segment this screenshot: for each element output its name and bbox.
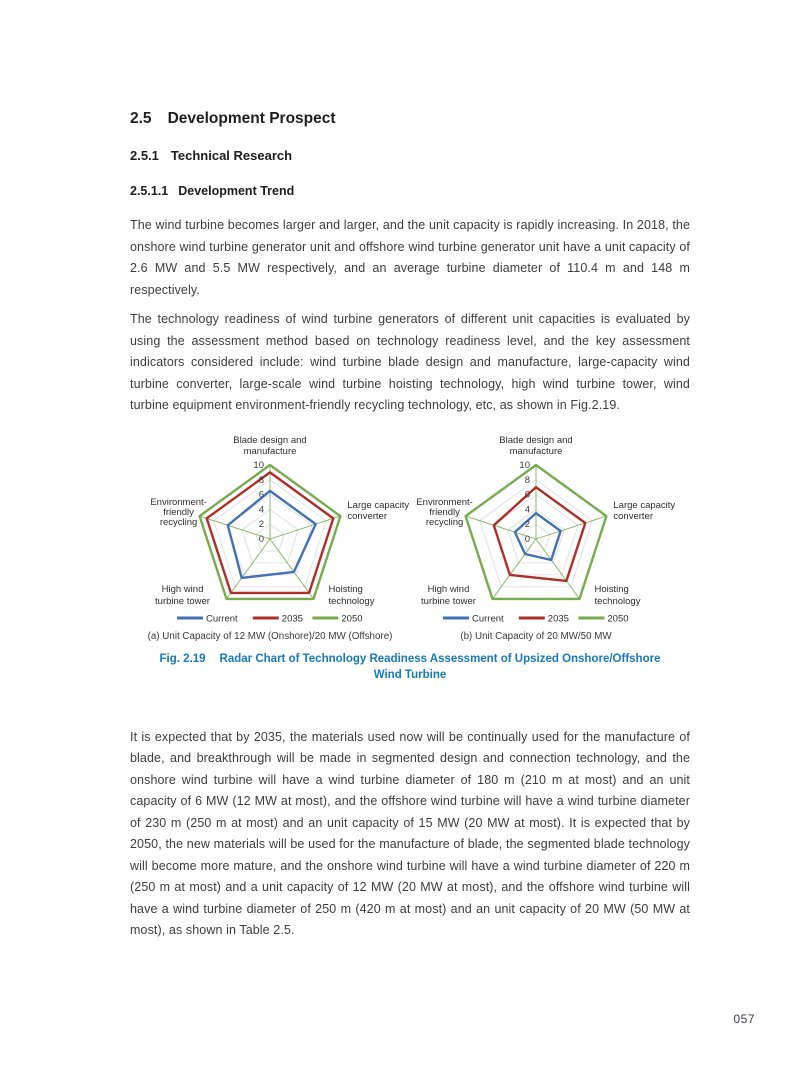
radar-chart-a [130, 427, 410, 642]
paragraph-2: The technology readiness of wind turbine generators of different unit capacities is evaluated by using the assessment method based on technology readiness level, and the key assessment indicators considered include: wind turbine blade design and manufacture, large-capacity wind turbine converter, large-scale wind turbine hoisting technology, high wind turbine tower, wind turbine equipment environment-friendly recycling technology, etc, as shown in Fig.2.19. [130, 312, 690, 412]
figure-2-19 [130, 427, 690, 683]
svg-text:Large capacity: Large capacity [613, 499, 676, 511]
subsection-title: Technical Research [170, 148, 293, 163]
svg-text:recycling: recycling [425, 516, 464, 528]
svg-text:Hoisting: Hoisting [328, 583, 363, 595]
svg-text:turbine tower: turbine tower [155, 595, 210, 607]
svg-text:recycling: recycling [159, 516, 198, 528]
svg-text:manufacture: manufacture [509, 445, 563, 457]
section-number: 2.5 [130, 110, 152, 127]
svg-text:2050: 2050 [607, 613, 629, 624]
svg-text:4: 4 [258, 503, 264, 515]
svg-text:0: 0 [258, 533, 264, 545]
subsection-number: 2.5.1 [130, 148, 159, 163]
svg-text:Hoisting: Hoisting [594, 583, 629, 595]
chart-b-caption: (b) Unit Capacity of 20 MW/50 MW [460, 630, 612, 642]
svg-text:Blade design and: Blade design and [233, 434, 307, 446]
svg-text:friendly: friendly [163, 506, 194, 518]
svg-text:6: 6 [258, 489, 264, 501]
radar-chart-a-svg [130, 427, 410, 629]
svg-text:2050: 2050 [341, 613, 363, 624]
subsubsection-number: 2.5.1.1 [130, 184, 169, 198]
subsubsection-title: Development Trend [178, 184, 295, 198]
svg-text:technology: technology [594, 595, 641, 607]
svg-text:technology: technology [328, 595, 375, 607]
charts-row [130, 427, 690, 642]
svg-text:6: 6 [524, 489, 530, 501]
svg-text:High wind: High wind [161, 583, 204, 595]
svg-text:2035: 2035 [547, 613, 569, 624]
paragraph-3: It is expected that by 2035, the materials used now will be continually used for the manufacture of blade, and breakthrough will be made in segmented design and connection technology, and the onshore wind turbine will have a wind turbine diameter of 180 m (210 m at most) and an unit capacity of 6 MW (12 MW at most), and the offshore wind turbine will have a wind turbine diameter of 230 m (250 m at most) and an unit capacity of 15 MW (20 MW at most). It is expected that by 2050, the new materials will be used for the manufacture of blade, the segmented blade technology will become more mature, and the onshore wind turbine will have a wind turbine diameter of 220 m (250 m at most) and a unit capacity of 12 MW (20 MW at most), and the offshore wind turbine will have a wind turbine diameter of 250 m (420 m at most) and an unit capacity of 20 MW (50 MW at most), as shown in Table 2.5. [130, 729, 690, 937]
svg-text:Current: Current [206, 613, 238, 624]
radar-chart-b [396, 427, 676, 642]
figure-caption [130, 651, 690, 683]
svg-text:8: 8 [258, 474, 264, 486]
svg-text:10: 10 [253, 459, 264, 471]
chart-a-caption: (a) Unit Capacity of 12 MW (Onshore)/20 MW (Offshore) [147, 630, 393, 642]
subsubsection-heading [130, 184, 690, 198]
svg-text:2: 2 [524, 518, 530, 530]
svg-text:turbine tower: turbine tower [421, 595, 476, 607]
figure-title: Radar Chart of Technology Readiness Assessment of Upsized Onshore/Offshore Wind Turbine [219, 652, 661, 681]
svg-text:4: 4 [524, 503, 530, 515]
svg-text:High wind: High wind [427, 583, 470, 595]
svg-text:8: 8 [524, 474, 530, 486]
svg-text:2035: 2035 [281, 613, 303, 624]
svg-text:0: 0 [524, 533, 530, 545]
svg-text:converter: converter [613, 510, 654, 522]
svg-text:Environment-: Environment- [150, 496, 207, 508]
svg-text:Blade design and: Blade design and [499, 434, 573, 446]
svg-text:converter: converter [347, 510, 388, 522]
page-number: 057 [733, 1012, 755, 1026]
svg-text:manufacture: manufacture [243, 445, 297, 457]
subsection-heading [130, 148, 690, 163]
svg-text:10: 10 [519, 459, 530, 471]
svg-text:Environment-: Environment- [416, 496, 473, 508]
section-title: Development Prospect [167, 110, 336, 127]
paragraph-1: The wind turbine becomes larger and larger, and the unit capacity is rapidly increasing. In 2018, the onshore wind turbine generator unit and offshore wind turbine generator unit have a unit capacity of 2.6 MW and 5.5 MW respectively, and an average turbine diameter of 110.4 m and 148 m respectively. [130, 218, 690, 297]
section-heading [130, 110, 690, 127]
svg-text:Large capacity: Large capacity [347, 499, 410, 511]
svg-text:friendly: friendly [429, 506, 460, 518]
svg-text:2: 2 [258, 518, 264, 530]
radar-chart-b-svg [396, 427, 676, 629]
svg-text:Current: Current [472, 613, 504, 624]
figure-label: Fig. 2.19 [159, 652, 206, 665]
